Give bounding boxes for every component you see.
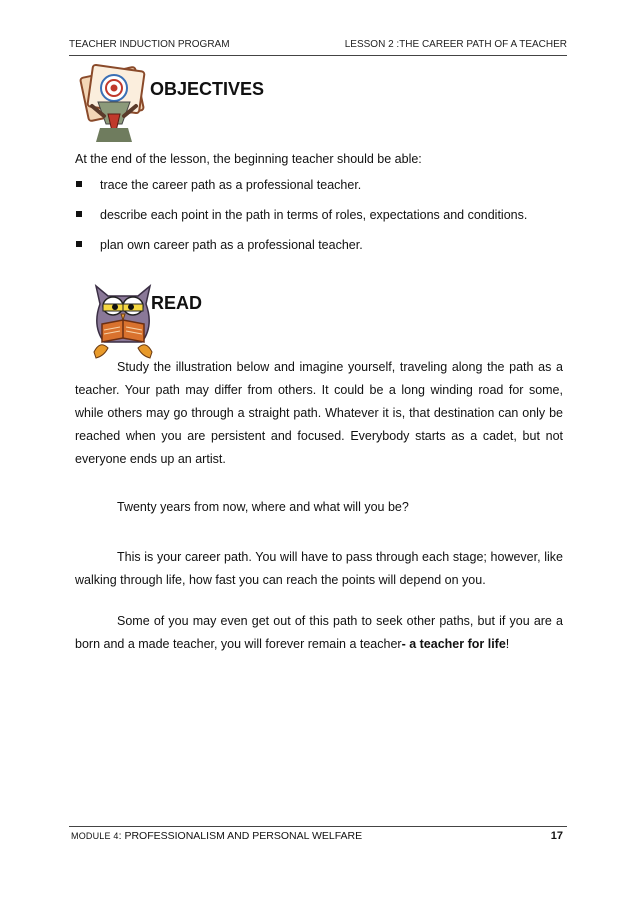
page-header <box>69 39 567 56</box>
objectives-intro: At the end of the lesson, the beginning teacher should be able: <box>75 152 422 166</box>
footer-module: MODULE 4: PROFESSIONALISM AND PERSONAL WELFARE <box>71 830 363 842</box>
objective-item: describe each point in the path in terms of roles, expectations and conditions. <box>75 202 575 232</box>
square-bullet-icon <box>76 181 82 187</box>
owl-reading-icon <box>88 276 158 360</box>
target-person-icon <box>78 58 150 142</box>
read-paragraph-1: Study the illustration below and imagine yourself, traveling along the path as a teacher. Your path may differ from others. It could be a long winding road for some, while others may go through a straight path. Whatever it is, that destination can only be reached when you are persistent and focused. Everybody starts as a cadet, but not everyone ends up an artist. <box>75 360 563 466</box>
header-program: TEACHER INDUCTION PROGRAM <box>69 39 230 50</box>
teacher-for-life-emphasis: - a teacher for life <box>401 637 506 651</box>
header-lesson: LESSON 2 :THE CAREER PATH OF A TEACHER <box>344 39 567 50</box>
read-title: READ <box>151 293 203 313</box>
page-footer <box>69 826 567 843</box>
read-paragraph-4: Some of you may even get out of this path to seek other paths, but if you are a born and a made teacher, you will forever remain a teacher- a teacher for life! <box>75 614 563 651</box>
square-bullet-icon <box>76 211 82 217</box>
read-paragraph-3: This is your career path. You will have to pass through each stage; however, like walking through life, how fast you can reach the points will depend on you. <box>75 550 563 587</box>
read-paragraph-2: Twenty years from now, where and what will you be? <box>117 500 409 514</box>
objective-item: trace the career path as a professional teacher. <box>75 172 575 202</box>
square-bullet-icon <box>76 241 82 247</box>
objective-item: plan own career path as a professional teacher. <box>75 232 575 262</box>
objectives-list <box>75 172 575 262</box>
page-number: 17 <box>550 830 563 842</box>
objectives-title: OBJECTIVES <box>150 79 265 99</box>
